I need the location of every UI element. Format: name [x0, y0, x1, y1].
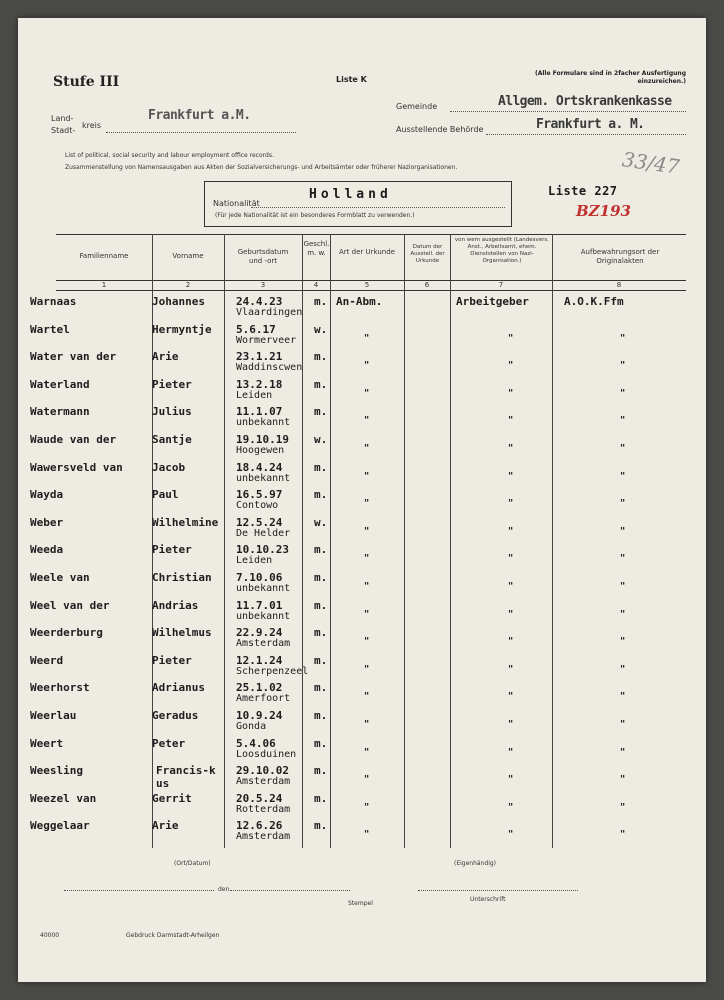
storage-cell: " — [620, 747, 626, 758]
family-name-cell: Weerd — [30, 654, 64, 667]
issuer-cell: " — [508, 471, 514, 482]
birth-date-cell: 11.1.07 — [236, 405, 283, 418]
stadt-label: Stadt- — [51, 126, 76, 135]
given-name-cell: Wilhelmus — [152, 626, 212, 639]
birth-place-cell: unbekannt — [236, 473, 291, 484]
birth-place-cell: Leiden — [236, 390, 273, 401]
family-name-cell: Weesling — [30, 764, 83, 777]
storage-cell: " — [620, 691, 626, 702]
birth-date-cell: 10.9.24 — [236, 709, 283, 722]
family-name-cell: Weert — [30, 737, 64, 750]
document-type-cell: " — [364, 636, 370, 647]
birth-place-cell: Amsterdam — [236, 831, 291, 842]
sex-cell: m. — [314, 350, 328, 363]
document-type-cell: " — [364, 774, 370, 785]
nationality-note: (Für jede Nationalität ist ein besonderes Formblatt zu verwenden.) — [215, 212, 415, 219]
issuer-cell: " — [508, 829, 514, 840]
sex-cell: m. — [314, 792, 328, 805]
col-num: 8 — [616, 281, 622, 289]
birth-date-cell: 12.5.24 — [236, 516, 283, 529]
birth-date-cell: 10.10.23 — [236, 543, 289, 556]
given-name-cell: Adrianus — [152, 681, 205, 694]
gemeinde-label: Gemeinde — [396, 102, 438, 111]
document-type-cell: " — [364, 333, 370, 344]
given-name-cell: Christian — [152, 571, 212, 584]
issuer-cell: " — [508, 581, 514, 592]
issuer-cell: " — [508, 664, 514, 675]
issuer-cell: " — [508, 333, 514, 344]
storage-cell: " — [620, 526, 626, 537]
description-en: List of political, social security and labour employment office records. — [65, 152, 274, 159]
given-name-cell: Gerrit — [152, 792, 192, 805]
issuer-cell: " — [508, 498, 514, 509]
storage-cell: " — [620, 581, 626, 592]
family-name-cell: Wartel — [30, 323, 70, 336]
birth-place-cell: Loosduinen — [236, 749, 297, 760]
given-name-cell: Andrias — [152, 599, 199, 612]
birth-place-cell: Leiden — [236, 555, 273, 566]
document-type-cell: " — [364, 443, 370, 454]
nationality-label: Nationalität — [213, 199, 260, 208]
col-num: 1 — [101, 281, 107, 289]
stufe-label: Stufe III — [53, 74, 120, 90]
storage-cell: " — [620, 333, 626, 344]
birth-date-cell: 12.6.26 — [236, 819, 283, 832]
sex-cell: m. — [314, 709, 328, 722]
col-num: 2 — [185, 281, 191, 289]
birth-place-cell: Gonda — [236, 721, 267, 732]
document-type-cell: " — [364, 691, 370, 702]
birth-place-cell: Vlaardingen — [236, 307, 303, 318]
document-type-cell: " — [364, 388, 370, 399]
storage-cell: " — [620, 388, 626, 399]
issuer-cell: " — [508, 774, 514, 785]
birth-place-cell: Amerfoort — [236, 693, 291, 704]
liste-title: Liste K — [336, 75, 367, 84]
birth-place-cell: Rotterdam — [236, 804, 291, 815]
sex-cell: m. — [314, 461, 328, 474]
storage-cell: " — [620, 802, 626, 813]
birth-date-cell: 20.5.24 — [236, 792, 283, 805]
col-num: 7 — [498, 281, 504, 289]
document-type-cell: " — [364, 553, 370, 564]
birth-place-cell: Waddinscwen — [236, 362, 303, 373]
handwritten-ref: 33/47 — [620, 147, 682, 179]
storage-cell: " — [620, 471, 626, 482]
storage-cell: " — [620, 636, 626, 647]
document-type-cell: An-Abm. — [336, 295, 383, 308]
birth-date-cell: 12.1.24 — [236, 654, 283, 667]
birth-place-cell: De Helder — [236, 528, 291, 539]
col-num: 3 — [260, 281, 266, 289]
storage-cell: " — [620, 360, 626, 371]
family-name-cell: Weber — [30, 516, 64, 529]
col-header-datum: Datum der Ausstell. der Urkunde — [410, 244, 445, 264]
given-name-cell: Julius — [152, 405, 192, 418]
given-name-cell: Geradus — [152, 709, 199, 722]
stempel-label: Stempel — [348, 900, 373, 907]
given-name-cell: Hermyntje — [152, 323, 212, 336]
issuer-cell: " — [508, 388, 514, 399]
storage-cell: " — [620, 553, 626, 564]
document-type-cell: " — [364, 829, 370, 840]
col-header-aussteller: von wem ausgestellt (Landesvers. Anst., Arbeitsamt, ehem. Dienststellen von Nazi-Organisation.) — [454, 237, 550, 264]
issuer-cell: " — [508, 360, 514, 371]
birth-place-cell: unbekannt — [236, 611, 291, 622]
sex-cell: m. — [314, 378, 328, 391]
den-label: den — [218, 886, 230, 893]
storage-cell: " — [620, 609, 626, 620]
issuer-cell: " — [508, 636, 514, 647]
given-name-cell: Arie — [152, 819, 179, 832]
birth-date-cell: 22.9.24 — [236, 626, 283, 639]
behoerde-line — [486, 134, 686, 135]
kreis-value: Frankfurt a.M. — [148, 108, 251, 123]
printer-label: Gebdruck Darmstadt-Arheilgen — [126, 932, 220, 939]
family-name-cell: Weel van der — [30, 599, 110, 612]
unterschrift-label: Unterschrift — [470, 896, 506, 903]
print-number: 40000 — [40, 932, 60, 939]
col-header-art-urkunde: Art der Urkunde — [339, 248, 395, 256]
storage-cell: " — [620, 498, 626, 509]
sex-cell: m. — [314, 654, 328, 667]
document-type-cell: " — [364, 581, 370, 592]
sex-cell: m. — [314, 764, 328, 777]
birth-date-cell: 29.10.02 — [236, 764, 289, 777]
birth-place-cell: Scherpenzeel — [236, 666, 309, 677]
family-name-cell: Watermann — [30, 405, 90, 418]
gemeinde-line — [450, 111, 686, 112]
col-header-geburtsdatum: Geburtsdatum und -ort — [237, 248, 289, 265]
document-type-cell: " — [364, 664, 370, 675]
col-header-aufbewahrung: Aufbewahrungsort der Originalakten — [580, 248, 660, 265]
birth-place-cell: unbekannt — [236, 583, 291, 594]
birth-place-cell: Contowo — [236, 500, 279, 511]
family-name-cell: Waterland — [30, 378, 90, 391]
document-type-cell: " — [364, 802, 370, 813]
liste-number: Liste 227 — [548, 184, 618, 198]
col-num: 6 — [424, 281, 430, 289]
storage-cell: " — [620, 443, 626, 454]
issuer-cell: " — [508, 719, 514, 730]
given-name-cell: Jacob — [152, 461, 186, 474]
family-name-cell: Weeda — [30, 543, 64, 556]
col-header-vorname: Vorname — [172, 252, 204, 260]
family-name-cell: Weele van — [30, 571, 90, 584]
given-name-cell: Paul — [152, 488, 179, 501]
family-name-cell: Weggelaar — [30, 819, 90, 832]
sex-cell: m. — [314, 626, 328, 639]
family-name-cell: Weerhorst — [30, 681, 90, 694]
behoerde-value: Frankfurt a. M. — [536, 117, 645, 132]
storage-cell: A.O.K.Ffm — [564, 295, 624, 308]
given-name-cell: Wilhelmine — [152, 516, 219, 529]
family-name-cell: Water van der — [30, 350, 117, 363]
birth-date-cell: 23.1.21 — [236, 350, 283, 363]
birth-place-cell: Wormerveer — [236, 335, 297, 346]
storage-cell: " — [620, 664, 626, 675]
birth-place-cell: Hoogewen — [236, 445, 285, 456]
birth-date-cell: 11.7.01 — [236, 599, 283, 612]
document-page — [18, 18, 706, 982]
col-num: 5 — [364, 281, 370, 289]
family-name-cell: Wayda — [30, 488, 64, 501]
issuer-cell: " — [508, 802, 514, 813]
given-name-cell: Johannes — [152, 295, 205, 308]
issuer-cell: " — [508, 415, 514, 426]
birth-date-cell: 19.10.19 — [236, 433, 289, 446]
given-name-cell: Arie — [152, 350, 179, 363]
behoerde-label: Ausstellende Behörde — [396, 125, 484, 134]
given-name-cell: Santje — [152, 433, 192, 446]
document-type-cell: " — [364, 719, 370, 730]
sex-cell: m. — [314, 543, 328, 556]
col-num: 4 — [313, 281, 319, 289]
family-name-cell: Weerderburg — [30, 626, 103, 639]
birth-date-cell: 24.4.23 — [236, 295, 283, 308]
family-name-cell: Wawersveld van — [30, 461, 123, 474]
sex-cell: m. — [314, 488, 328, 501]
birth-date-cell: 13.2.18 — [236, 378, 283, 391]
given-name-cell: Peter — [152, 737, 186, 750]
birth-place-cell: Amsterdam — [236, 776, 291, 787]
document-type-cell: " — [364, 471, 370, 482]
sex-cell: m. — [314, 599, 328, 612]
kreis-label: kreis — [82, 121, 102, 130]
birth-date-cell: 16.5.97 — [236, 488, 283, 501]
given-name-cell: Pieter — [152, 543, 192, 556]
document-type-cell: " — [364, 526, 370, 537]
copies-note: (Alle Formulare sind in 2facher Ausfertigung einzureichen.) — [534, 70, 686, 85]
sex-cell: m. — [314, 819, 328, 832]
birth-place-cell: Amsterdam — [236, 638, 291, 649]
storage-cell: " — [620, 719, 626, 730]
storage-cell: " — [620, 415, 626, 426]
birth-date-cell: 7.10.06 — [236, 571, 283, 584]
sex-cell: m. — [314, 405, 328, 418]
family-name-cell: Waude van der — [30, 433, 117, 446]
document-type-cell: " — [364, 415, 370, 426]
given-name-cell: Pieter — [152, 378, 192, 391]
birth-place-cell: unbekannt — [236, 417, 291, 428]
document-type-cell: " — [364, 360, 370, 371]
red-mark: BZ193 — [576, 202, 631, 220]
issuer-cell: Arbeitgeber — [456, 295, 529, 308]
given-name-cell: Francis-kus — [156, 764, 216, 790]
birth-date-cell: 25.1.02 — [236, 681, 283, 694]
col-header-geschlecht: Geschl. m. w. — [303, 240, 330, 257]
birth-date-cell: 5.6.17 — [236, 323, 276, 336]
land-label: Land- — [51, 114, 74, 123]
eigenhaendig-label: (Eigenhändig) — [454, 860, 497, 867]
gemeinde-value: Allgem. Ortskrankenkasse — [498, 94, 672, 109]
sex-cell: m. — [314, 571, 328, 584]
issuer-cell: " — [508, 609, 514, 620]
nationality-value: Holland — [309, 187, 392, 202]
given-name-cell: Pieter — [152, 654, 192, 667]
sex-cell: w. — [314, 323, 328, 336]
storage-cell: " — [620, 774, 626, 785]
issuer-cell: " — [508, 691, 514, 702]
col-header-familienname: Familienname — [79, 252, 129, 260]
kreis-line — [106, 132, 296, 133]
sex-cell: w. — [314, 516, 328, 529]
issuer-cell: " — [508, 553, 514, 564]
issuer-cell: " — [508, 526, 514, 537]
document-type-cell: " — [364, 609, 370, 620]
issuer-cell: " — [508, 443, 514, 454]
birth-date-cell: 5.4.06 — [236, 737, 276, 750]
family-name-cell: Weezel van — [30, 792, 97, 805]
birth-date-cell: 18.4.24 — [236, 461, 283, 474]
family-name-cell: Warnaas — [30, 295, 77, 308]
document-type-cell: " — [364, 498, 370, 509]
storage-cell: " — [620, 829, 626, 840]
document-type-cell: " — [364, 747, 370, 758]
issuer-cell: " — [508, 747, 514, 758]
sex-cell: m. — [314, 295, 328, 308]
nationality-box — [204, 181, 512, 227]
sex-cell: w. — [314, 433, 328, 446]
description-de: Zusammenstellung von Namensausgaben aus Akten der Sozialversicherungs- und Arbeitsämter oder früherer Naziorganisationen. — [65, 164, 458, 171]
ort-datum-label: (Ort/Datum) — [174, 860, 211, 867]
sex-cell: m. — [314, 681, 328, 694]
sex-cell: m. — [314, 737, 328, 750]
family-name-cell: Weerlau — [30, 709, 77, 722]
